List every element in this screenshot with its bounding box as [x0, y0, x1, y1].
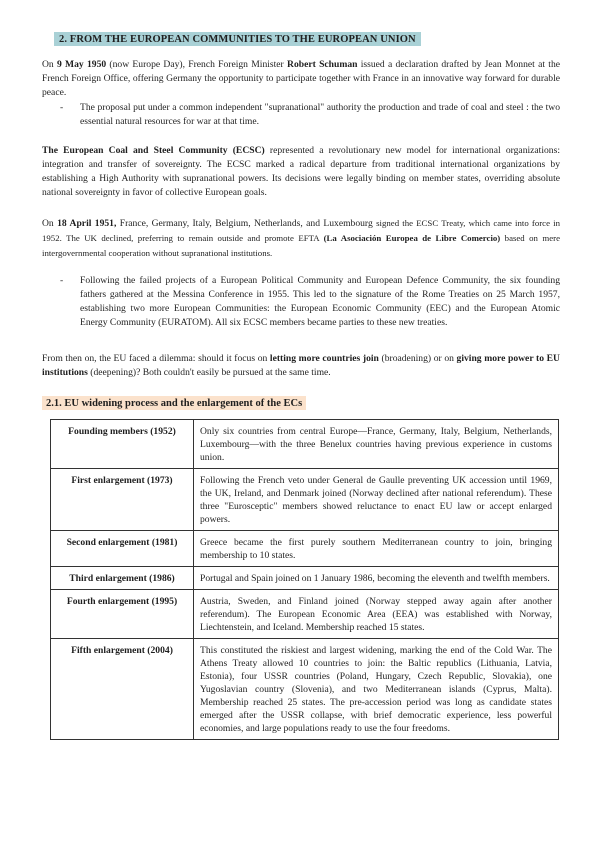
paragraph-schuman-declaration: On 9 May 1950 (now Europe Day), French Foreign Minister Robert Schuman issued a declaration drafted by Jean Monnet at the French Foreign Office, offering Germany the opportunity to participate together with France in an innovative way forward for durable peace.	[42, 59, 561, 98]
table-cell-description: Only six countries from central Europe—France, Germany, Italy, Belgium, Netherlands, Luxembourg—with the three Benelux countries having previous experience in customs union.	[194, 420, 559, 469]
table-row	[51, 590, 559, 639]
table-cell-stage: First enlargement (1973)	[51, 469, 194, 531]
table-cell-description: Portugal and Spain joined on 1 January 1986, becoming the eleventh and twelfth members.	[194, 567, 559, 590]
table-cell-stage: Fourth enlargement (1995)	[51, 590, 194, 639]
table-row	[51, 567, 559, 590]
section-heading: 2. FROM THE EUROPEAN COMMUNITIES TO THE EUROPEAN UNION	[54, 32, 421, 46]
paragraph-treaty-1951: On 18 April 1951, France, Germany, Italy, Belgium, Netherlands, and Luxembourg signed the ECSC Treaty, which came into force in 1952. The UK declined, preferring to remain outside and promote EFTA (La Asociación Europea de Libre Comercio) based on mere intergovernmental cooperation without supranational institutions.	[42, 218, 560, 258]
table-cell-stage: Third enlargement (1986)	[51, 567, 194, 590]
table-cell-description: Greece became the first purely southern Mediterranean country to join, bringing membership to 10 states.	[194, 531, 559, 567]
table-cell-stage: Fifth enlargement (2004)	[51, 639, 194, 740]
table-cell-description: Austria, Sweden, and Finland joined (Norway stepped away again after another referendum). The European Economic Area (EEA) was established with Norway, Liechtenstein, and Iceland. Membership reached 15 states.	[194, 590, 559, 639]
paragraph-dilemma: From then on, the EU faced a dilemma: should it focus on letting more countries join (broadening) or on giving more power to EU institutions (deepening)? Both couldn't easily be pursued at the same time.	[42, 353, 560, 378]
table-cell-description: Following the French veto under General de Gaulle preventing UK accession until 1969, the UK, Ireland, and Denmark joined (Norway declined after national referendum). These three "Eurosceptic" members showed reluctance to enact EU law or accept enlarged powers.	[194, 469, 559, 531]
table-cell-stage: Founding members (1952)	[51, 420, 194, 469]
enlargement-table	[50, 419, 559, 740]
table-row	[51, 639, 559, 740]
subsection-heading: 2.1. EU widening process and the enlargement of the ECs	[42, 396, 306, 410]
bullet-item: - The proposal put under a common independent "supranational" authority the production and trade of coal and steel : the two essential natural resources for war at that time.	[60, 102, 560, 127]
bullet-dash: -	[60, 102, 64, 113]
table-row	[51, 531, 559, 567]
table-cell-stage: Second enlargement (1981)	[51, 531, 194, 567]
table-cell-description: This constituted the riskiest and largest widening, marking the end of the Cold War. The Athens Treaty allowed 10 countries to join: the Baltic republics (Lithuania, Latvia, Estonia), four USSR countries (Poland, Hungary, Czech Republic, Slovakia), one Yugoslavian country (Slovenia), and two Mediterranean islands (Cyprus, Malta). Membership reached 25 states. The pre-accession period was long as candidate states emerged after the USSR collapse, with brief democratic experience, less powerful economies, and large populations ready to use the four freedoms.	[194, 639, 559, 740]
paragraph-ecsc: The European Coal and Steel Community (ECSC) represented a revolutionary new model for international organizations: integration and transfer of sovereignty. The ECSC marked a radical departure from traditional international organizations by establishing a High Authority with supranational powers. Its decisions were legally binding on member states, overriding absolute national sovereignty in favor of collective European goals.	[42, 145, 560, 198]
bullet-dash: -	[60, 275, 64, 286]
bullet-item: - Following the failed projects of a European Political Community and European Defence Community, the six founding fathers gathered at the Messina Conference in 1955. This led to the signature of the Rome Treaties on 25 March 1957, establishing two more European Communities: the European Economic Community (EEC) and the European Atomic Energy Community (EURATOM). All six ECSC members became parties to these new treaties.	[60, 275, 560, 328]
table-row	[51, 420, 559, 469]
table-row	[51, 469, 559, 531]
